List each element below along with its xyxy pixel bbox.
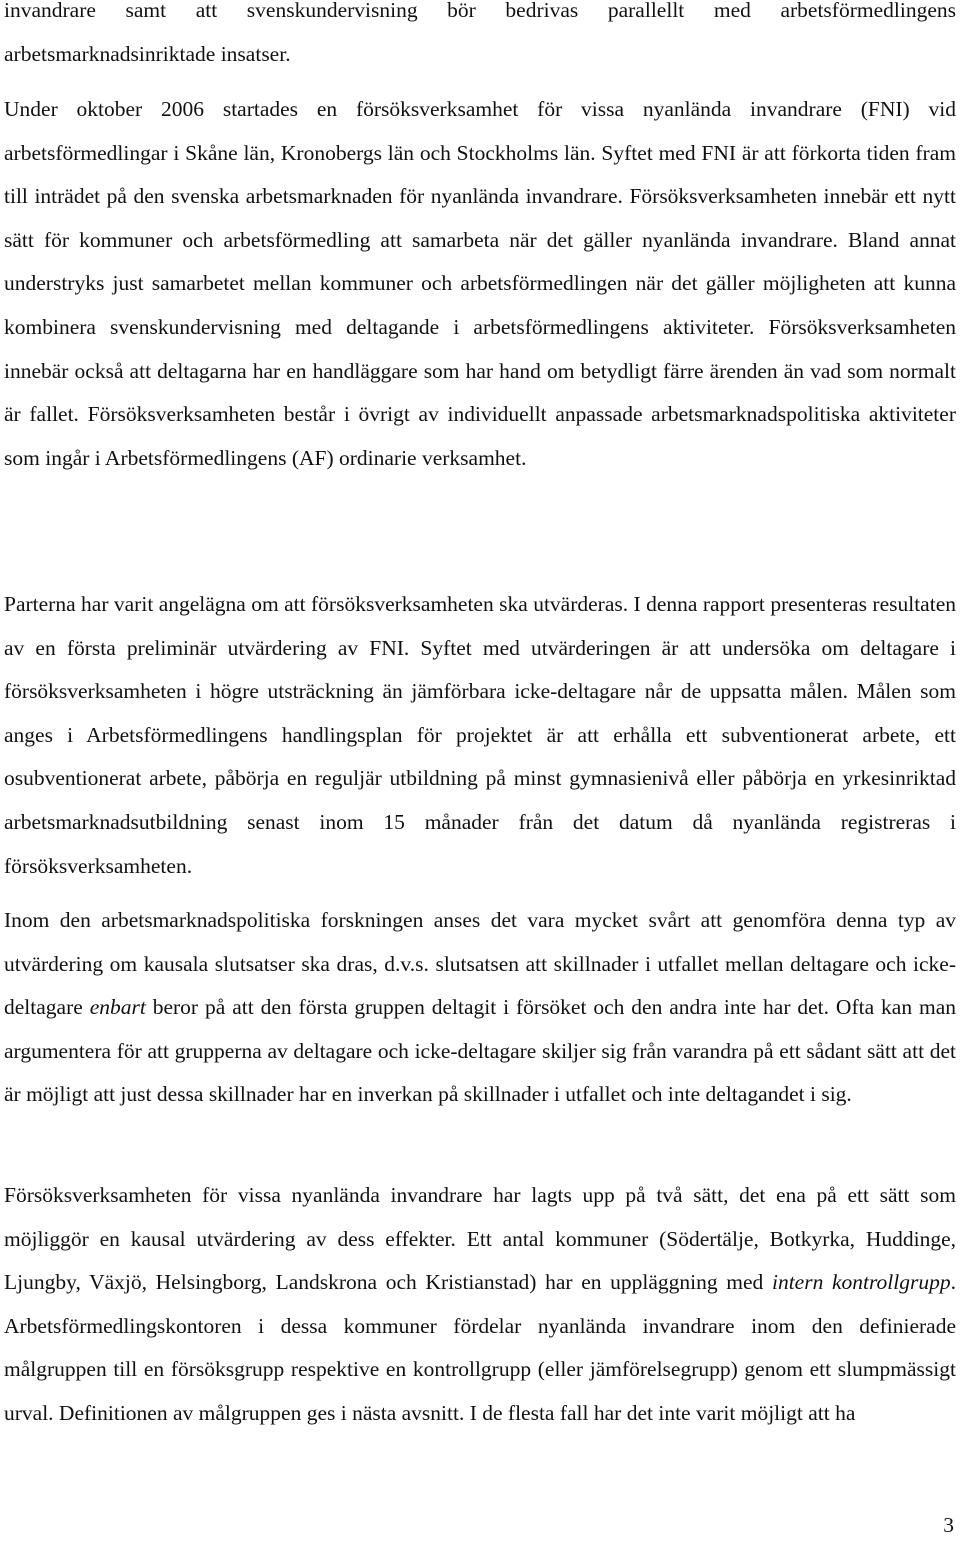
paragraph-4-emphasis: enbart <box>89 995 146 1020</box>
paragraph-4-text-after: beror på att den första gruppen deltagit i försöket och den andra inte har det. Ofta kan man argumentera för att grupperna av deltagare och icke-deltagare skiljer sig från varandra på ett sådant sätt att det är möjligt att just dessa skillnader har en inverkan på skillnader i utfallet och inte deltagandet i sig. <box>4 995 957 1107</box>
paragraph-1-text: invandrare samt att svenskundervisning bör bedrivas parallellt med arbetsförmedlingens arbetsmarknadsinriktade insatser. <box>4 0 956 66</box>
paragraph-2-text: Under oktober 2006 startades en försöksverksamhet för vissa nyanlända invandrare (FNI) vid arbetsförmedlingar i Skåne län, Kronobergs län och Stockholms län. Syftet med FNI är att förkorta tiden fram till inträdet på den svenska arbetsmarknaden för nyanlända invandrare. Försöksverksamheten innebär ett nytt sätt för kommuner och arbetsförmedling att samarbeta när det gäller nyanlända invandrare. Bland annat understryks just samarbetet mellan kommuner och arbetsförmedlingen när det gäller möjligheten att kunna kombinera svenskundervisning med deltagande i arbetsförmedlingens aktiviteter. Försöksverksamheten innebär också att deltagarna har en handläggare som har hand om betydligt färre ärenden än vad som normalt är fallet. Försöksverksamheten består i övrigt av individuellt anpassade arbetsmarknadspolitiska aktiviteter som ingår i Arbetsförmedlingens (AF) ordinarie verksamhet. <box>4 97 956 470</box>
paragraph-5-emphasis: intern kontrollgrupp <box>771 1270 951 1295</box>
paragraph-5-text-after: . Arbetsförmedlingskontoren i dessa kommuner fördelar nyanlända invandrare inom den definierade målgruppen till en försöksgrupp respektive en kontrollgrupp (eller jämförelsegrupp) genom ett slumpmässigt urval. Definitionen av målgruppen ges i nästa avsnitt. I de flesta fall har det inte varit möjligt att ha <box>4 1270 956 1425</box>
paragraph-1 <box>4 0 956 76</box>
paragraph-4-text-before: Inom den arbetsmarknadspolitiska forskningen anses det vara mycket svårt att genomföra denna typ av utvärdering om kausala slutsatser ska dras, d.v.s. slutsatsen att skillnader i utfallet mellan deltagare och icke-deltagare <box>4 908 956 1020</box>
paragraph-2 <box>4 88 956 480</box>
paragraph-3-text: Parterna har varit angelägna om att försöksverksamheten ska utvärderas. I denna rapport presenteras resultaten av en första preliminär utvärdering av FNI. Syftet med utvärderingen är att undersöka om deltagare i försöksverksamheten i högre utsträckning än jämförbara icke-deltagare når de uppsatta målen. Målen som anges i Arbetsförmedlingens handlingsplan för projektet är att erhålla ett subventionerat arbete, ett osubventionerat arbete, påbörja en reguljär utbildning på minst gymnasienivå eller påbörja en yrkesinriktad arbetsmarknadsutbildning senast inom 15 månader från det datum då nyanlända registreras i försöksverksamheten. <box>4 592 956 878</box>
paragraph-5 <box>4 1174 956 1436</box>
paragraph-5-text-before: Försöksverksamheten för vissa nyanlända invandrare har lagts upp på två sätt, det ena på ett sätt som möjliggör en kausal utvärdering av dess effekter. Ett antal kommuner (Södertälje, Botkyrka, Huddinge, Ljungby, Växjö, Helsingborg, Landskrona och Kristianstad) har en uppläggning med <box>4 1183 956 1295</box>
paragraph-4 <box>4 899 956 1117</box>
page-number: 3 <box>943 1513 954 1537</box>
paragraph-3 <box>4 583 956 888</box>
